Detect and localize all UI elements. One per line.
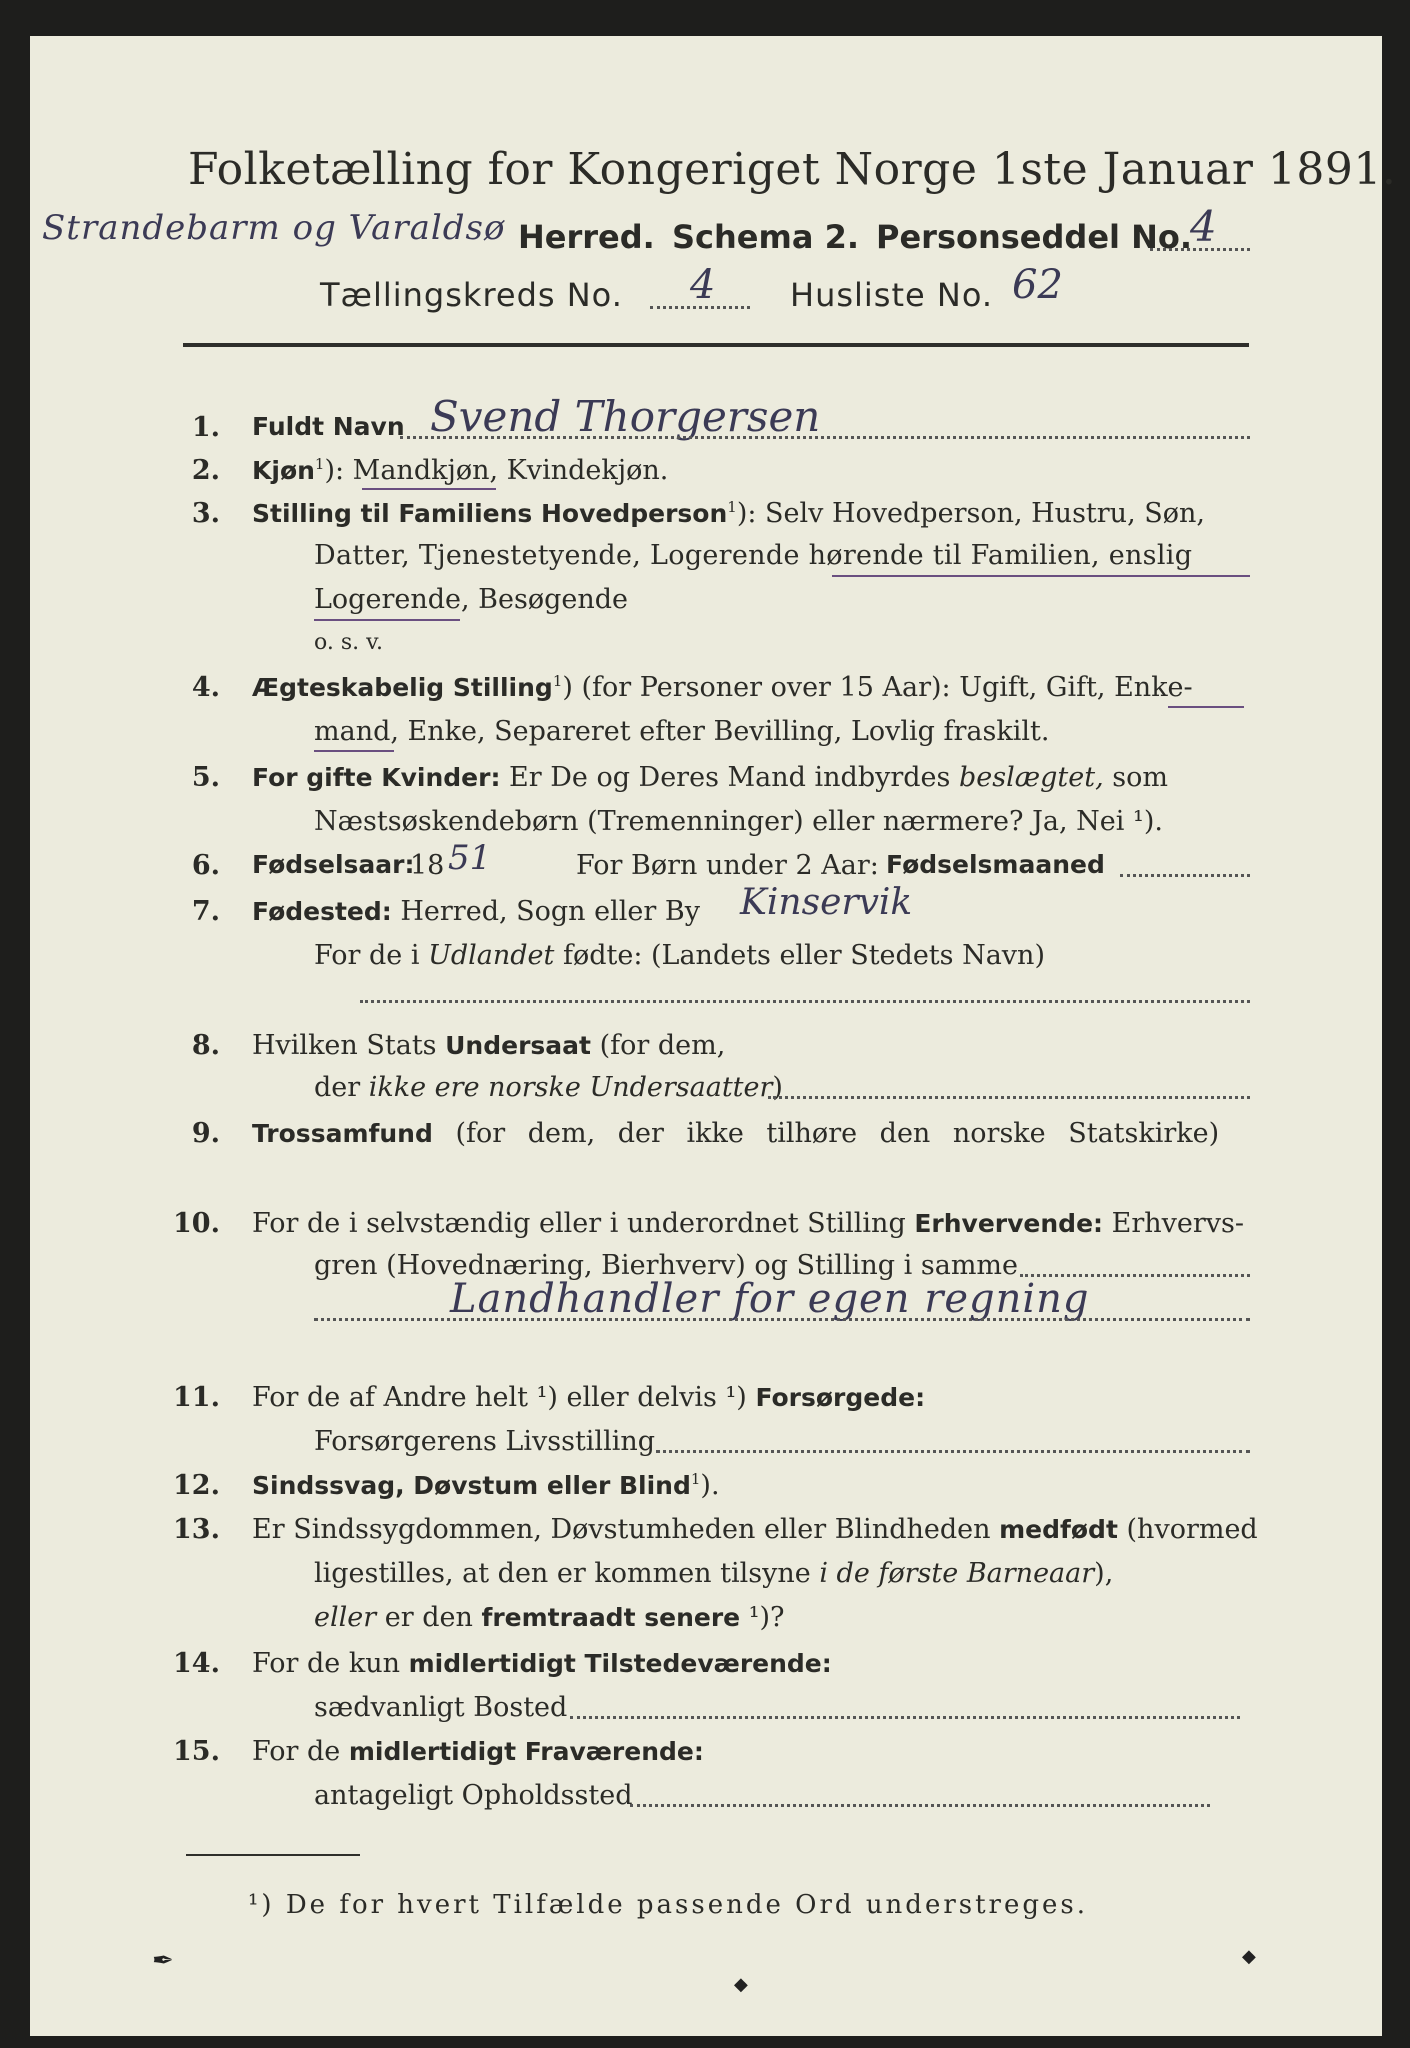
stilling-underline-1 — [832, 575, 1250, 577]
herred-handwritten: Strandebarm og Varaldsø — [42, 208, 506, 248]
forsorgede-line-2: Forsørgerens Livsstilling — [314, 1426, 656, 1457]
item-number: 1. — [191, 412, 220, 443]
erhverv-line-2: gren (Hovednæring, Bierhverv) og Stilling i samme — [314, 1250, 1019, 1281]
item-number: 10. — [173, 1208, 220, 1239]
fuldt-navn-answer: Svend Thorgersen — [430, 392, 821, 441]
medfodt-line-2: ligestilles, at den er kommen tilsyne i de første Barneaar), — [314, 1558, 1114, 1589]
item-number: 8. — [191, 1030, 220, 1061]
fravaerende-line-2: antageligt Opholdssted — [314, 1780, 633, 1811]
sindssvag-line: Sindssvag, Døvstum eller Blind$^1$). — [252, 1470, 720, 1501]
husliste-number: 62 — [1012, 262, 1063, 308]
header-rule — [183, 343, 1249, 347]
trossamfund-line: Trossamfund (for dem, der ikke tilhøre den norske Statskirke) — [252, 1118, 1220, 1149]
fodselsaar-answer: 51 — [448, 838, 492, 878]
fodselsmaaned-label: Fødselsmaaned — [886, 850, 1105, 879]
personseddel-label: Personseddel No. — [876, 218, 1193, 256]
herred-label: Herred. — [518, 218, 655, 256]
erhverv-answer: Landhandler for egen regning — [450, 1276, 1090, 1322]
medfodt-line-1: Er Sindssygdommen, Døvstumheden eller Blindheden medfødt (hvormed — [252, 1514, 1258, 1545]
bosted-dots — [570, 1716, 1240, 1719]
forsorgede-line-1: For de af Andre helt ¹) eller delvis ¹) Forsørgede: — [252, 1382, 926, 1413]
forsorgede-dots — [656, 1450, 1250, 1453]
taellingskreds-label: Tællingskreds No. — [320, 276, 623, 314]
item-number: 3. — [191, 498, 220, 529]
personseddel-number: 4 — [1190, 202, 1217, 251]
tilstedevaerende-line-2: sædvanligt Bosted — [314, 1692, 568, 1723]
item-number: 2. — [191, 455, 220, 486]
item-number: 11. — [173, 1382, 220, 1413]
taellingskreds-number: 4 — [690, 262, 716, 308]
item-number: 7. — [191, 896, 220, 927]
item-number: 13. — [173, 1514, 220, 1545]
item-number: 4. — [191, 672, 220, 703]
medfodt-line-3: eller er den fremtraadt senere ¹)? — [314, 1602, 785, 1633]
fodselsaar-label: Fødselsaar: — [252, 850, 415, 879]
kjon-underline — [362, 488, 496, 490]
stilling-underline-2 — [314, 619, 460, 621]
opholdssted-dots — [630, 1804, 1210, 1807]
kjon-line: Kjøn$^1$): Mandkjøn, Kvindekjøn. — [252, 455, 669, 486]
stilling-line-1: Stilling til Familiens Hovedperson$^1$): Selv Hovedperson, Hustru, Søn, — [252, 498, 1205, 529]
udlandet-dots — [360, 1000, 1250, 1003]
erhverv-line-1: For de i selvstændig eller i underordnet Stilling Erhvervende: Erhvervs- — [252, 1208, 1245, 1239]
gifte-kvinder-line-2: Næstsøskendebørn (Tremenninger) eller nærmere? Ja, Nei ¹). — [314, 806, 1163, 837]
fuldt-navn-dots — [400, 436, 1250, 439]
fravaerende-line-1: For de midlertidigt Fraværende: — [252, 1736, 704, 1767]
schema-label: Schema 2. — [672, 218, 859, 256]
personseddel-dots — [1150, 248, 1250, 251]
tilstedevaerende-line-1: For de kun midlertidigt Tilstedeværende: — [252, 1648, 832, 1679]
item-number: 5. — [191, 762, 220, 793]
undersaat-line-2: der ikke ere norske Undersaatter) — [314, 1072, 783, 1103]
fodested-line-2: For de i Udlandet fødte: (Landets eller Stedets Navn) — [314, 940, 1045, 971]
husliste-label: Husliste No. — [790, 276, 993, 314]
aegteskab-line-1: Ægteskabelig Stilling$^1$) (for Personer over 15 Aar): Ugift, Gift, Enke- — [252, 672, 1193, 703]
undersaat-dots — [768, 1096, 1250, 1099]
stilling-line-4: o. s. v. — [314, 630, 383, 655]
fodselsaar-note: For Børn under 2 Aar: — [576, 850, 879, 881]
footnote: ¹) De for hvert Tilfælde passende Ord understreges. — [248, 1890, 1089, 1920]
aegteskab-underline-1 — [1168, 706, 1244, 708]
fodselsmaaned-dots — [1120, 874, 1250, 877]
footnote-rule — [186, 1854, 360, 1856]
form-title: Folketælling for Kongeriget Norge 1ste Januar 1891. — [188, 144, 1397, 195]
stilling-line-3: Logerende, Besøgende — [314, 584, 628, 615]
aegteskab-line-2: mand, Enke, Separeret efter Bevilling, Lovlig fraskilt. — [314, 716, 1050, 747]
item-number: 12. — [173, 1470, 220, 1501]
gifte-kvinder-line-1: For gifte Kvinder: Er De og Deres Mand indbyrdes beslægtet, som — [252, 762, 1168, 793]
fodselsaar-prefix: 18 — [410, 850, 445, 881]
undersaat-line-1: Hvilken Stats Undersaat (for dem, — [252, 1030, 726, 1061]
item-number: 15. — [173, 1736, 220, 1767]
stray-mark: ◆ — [1242, 1946, 1256, 1967]
erhverv-dots-2 — [314, 1318, 1250, 1321]
fuldt-navn-label: Fuldt Navn — [252, 412, 405, 441]
stilling-line-2: Datter, Tjenestetyende, Logerende hørende til Familien, enslig — [314, 540, 1193, 571]
item-number: 9. — [191, 1118, 220, 1149]
item-number: 6. — [191, 850, 220, 881]
fodested-answer: Kinservik — [740, 882, 913, 923]
stray-mark: ◆ — [734, 1974, 748, 1995]
aegteskab-underline-2 — [314, 750, 394, 752]
taellingskreds-dots — [650, 306, 750, 309]
item-number: 14. — [173, 1648, 220, 1679]
fodested-line-1: Fødested: Herred, Sogn eller By — [252, 896, 700, 927]
stray-mark: ✒ — [152, 1946, 174, 1976]
